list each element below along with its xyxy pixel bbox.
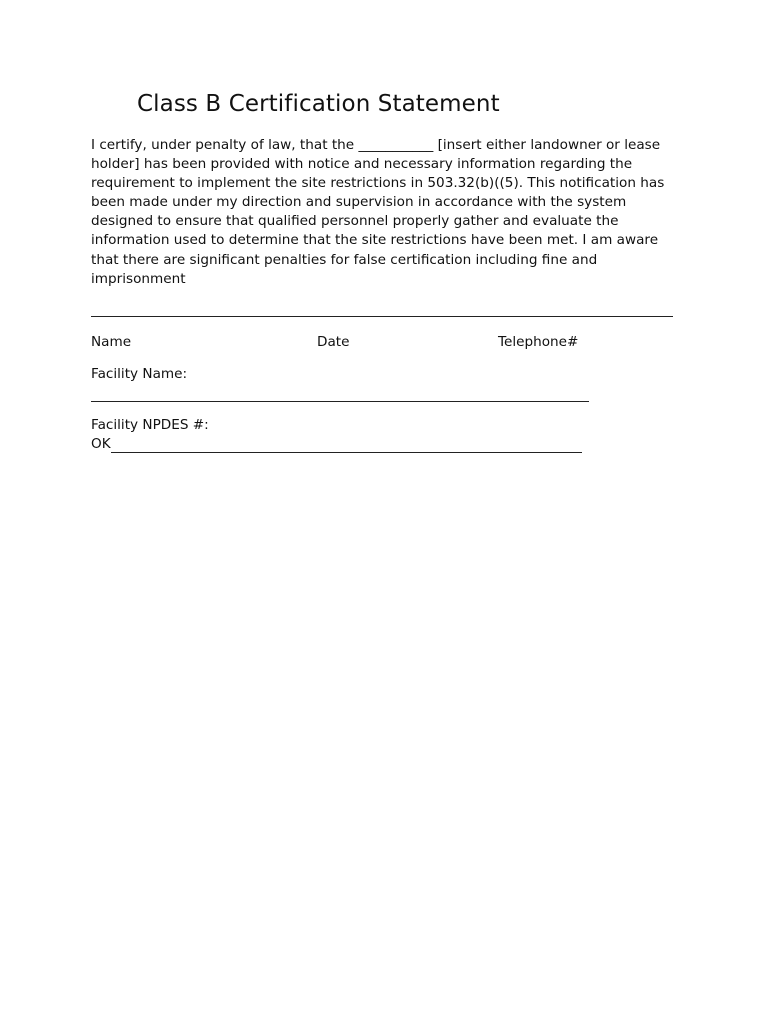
paragraph-line: I certify, under penalty of law, that the ___________ [insert either landowner or lease bbox=[91, 137, 661, 153]
certification-paragraph bbox=[91, 136, 691, 289]
signature-line[interactable] bbox=[91, 316, 673, 317]
paragraph-line: that there are significant penalties for false certification including fine and bbox=[91, 251, 598, 268]
date-label: Date bbox=[317, 334, 350, 350]
paragraph-line: requirement to implement the site restrictions in 503.32(b)((5). This notification has bbox=[91, 175, 665, 192]
facility-npdes-field[interactable] bbox=[111, 452, 582, 453]
facility-name-label: Facility Name: bbox=[91, 366, 188, 382]
facility-npdes-row bbox=[91, 436, 583, 454]
paragraph-line: designed to ensure that qualified personnel properly gather and evaluate the bbox=[91, 213, 619, 230]
facility-npdes-label: Facility NPDES #: bbox=[91, 417, 209, 433]
document-title: Class B Certification Statement bbox=[137, 91, 500, 117]
paragraph-line: holder] has been provided with notice and necessary information regarding the bbox=[91, 156, 633, 173]
facility-name-field[interactable] bbox=[91, 401, 589, 402]
name-label: Name bbox=[91, 334, 132, 350]
paragraph-line: been made under my direction and supervision in accordance with the system bbox=[91, 194, 627, 211]
paragraph-line: imprisonment bbox=[91, 270, 186, 287]
telephone-label: Telephone# bbox=[498, 334, 579, 350]
npdes-prefix: OK bbox=[91, 436, 111, 452]
paragraph-line: information used to determine that the site restrictions have been met. I am aware bbox=[91, 232, 659, 249]
